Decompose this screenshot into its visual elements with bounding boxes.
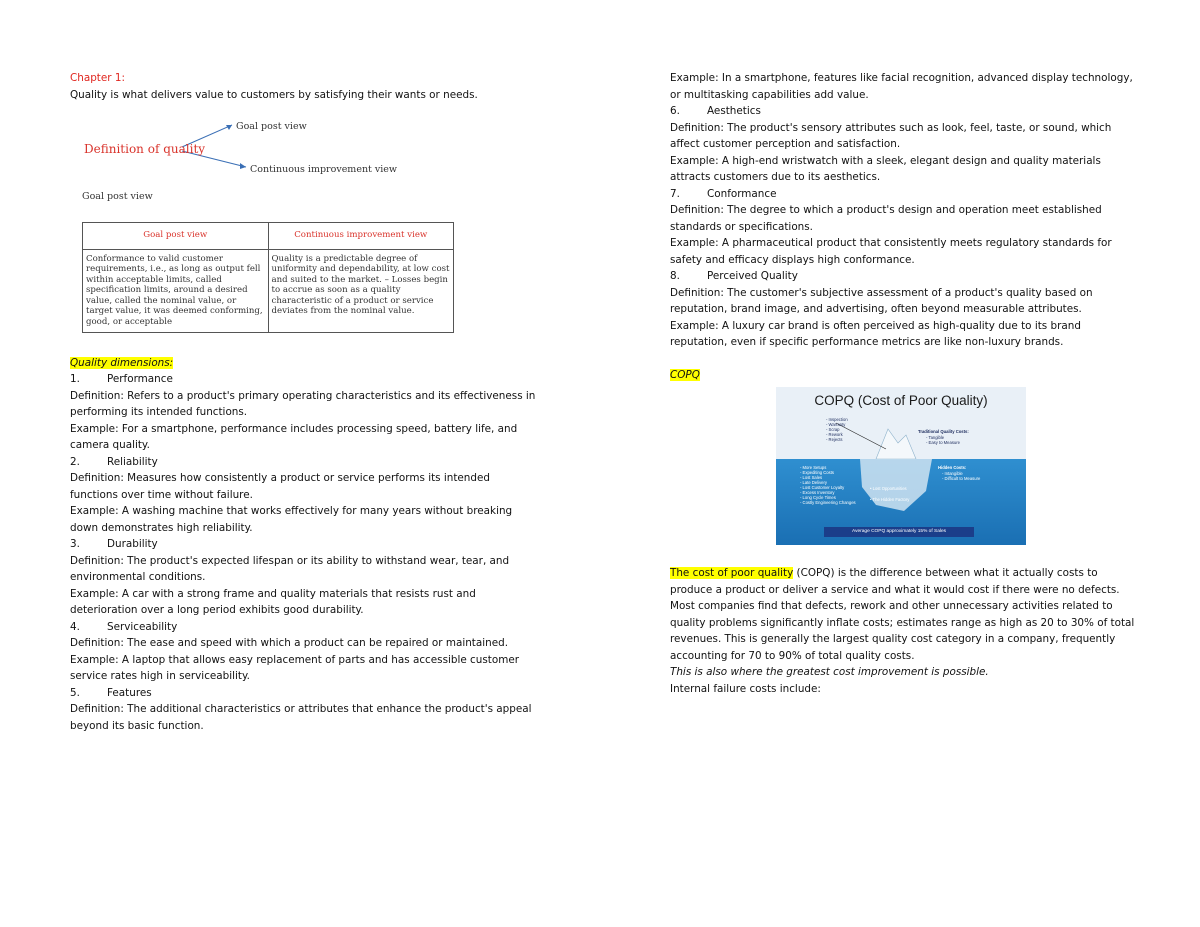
copq-definition: The cost of poor quality (COPQ) is the difference between what it actually costs to produce a product or deliver a service and what it would cost if there were no defects. (670, 567, 1120, 596)
dimension-example: Example: A luxury car brand is often perceived as high-quality due to its brand reputation, even if specific performance metrics are like non-luxury brands. (670, 319, 1081, 348)
dimension-definition: Definition: The customer's subjective assessment of a product's quality based on reputation, brand image, and advertising, often beyond measurable attributes. (670, 286, 1093, 315)
copq-visible-list: - Inspection - Warranty - Scrap - Rework - Rejects (826, 417, 848, 442)
left-column (70, 70, 540, 734)
copq-image-title: COPQ (Cost of Poor Quality) (814, 393, 988, 408)
table-header-continuous: Continuous improvement view (268, 222, 454, 249)
copq-hidden-heading: Hidden Costs: (938, 465, 967, 470)
dimension-title: 1. Performance (70, 373, 173, 386)
dimension-definition: Definition: The product's expected lifespan or its ability to withstand wear, tear, and environmental conditions. (70, 554, 510, 584)
goal-post-label: Goal post view (236, 121, 307, 132)
continuous-improvement-label: Continuous improvement view (250, 164, 398, 175)
table-header-goal: Goal post view (83, 222, 269, 249)
dimension-title: 6. Aesthetics (670, 105, 761, 117)
copq-iceberg-image (776, 387, 1026, 545)
dimension-example: Example: A car with a strong frame and quality materials that resists rust and deterioration over a long period exhibits good durability. (70, 587, 476, 617)
copq-heading: COPQ (670, 368, 700, 381)
dimension-example: Example: For a smartphone, performance includes processing speed, battery life, and camera quality. (70, 422, 518, 452)
copq-average-bar: Average COPQ approximately 15% of Sales (824, 527, 974, 537)
dimension-title: 8. Perceived Quality (670, 270, 798, 282)
copq-traditional-heading: Traditional Quality Costs: (918, 429, 969, 434)
right-column (670, 70, 1140, 697)
dimension-definition: Definition: The degree to which a product's design and operation meet established standards or specifications. (670, 204, 1102, 233)
dimension-definition: Definition: The ease and speed with which a product can be repaired or maintained. (70, 637, 509, 650)
dimension-definition: Definition: Measures how consistently a product or service performs its intended functions over time without failure. (70, 472, 490, 501)
table-cell-goal: Conformance to valid customer requirements, i.e., as long as output fell within acceptable limits, called specification limits, around a desired value, called the nominal value, or target value, it was deemed conforming, good, or acceptable (83, 249, 269, 332)
copq-hidden-list: - More Setups - Expediting Costs - Lost Sales - Late Delivery - Lost Customer Loyalty - Excess Inventory - Long Cycle Times - Costly Engineering Changes (800, 465, 856, 505)
dimension-definition: Definition: The product's sensory attributes such as look, feel, taste, or sound, which affect customer perception and satisfaction. (670, 121, 1112, 150)
copq-hidden-items: - Intangible - Difficult to Measure (942, 471, 981, 481)
dimension-definition: Definition: The additional characteristics or attributes that enhance the product's appeal beyond its basic function. (70, 703, 532, 732)
dimensions-heading: Quality dimensions: (70, 356, 174, 369)
goal-post-caption: Goal post view (82, 191, 153, 202)
copq-traditional-items: - Tangible - Easy to Measure (926, 435, 960, 445)
dimension-title: 5. Features (70, 686, 152, 699)
dimension-example: Example: A laptop that allows easy replacement of parts and has accessible customer service rates high in serviceability. (70, 653, 519, 683)
comparison-table (82, 222, 454, 333)
dimension-example: Example: A pharmaceutical product that consistently meets regulatory standards for safety and efficacy displays high conformance. (670, 237, 1112, 266)
dimension-example: Example: In a smartphone, features like facial recognition, advanced display technology, or multitasking capabilities add value. (670, 72, 1133, 101)
dimension-title: 7. Conformance (670, 187, 777, 200)
dimension-title: 2. Reliability (70, 455, 158, 468)
definition-of-quality-label: Definition of quality (84, 142, 206, 156)
definition-diagram (70, 107, 540, 187)
dimension-example: Example: A high-end wristwatch with a sleek, elegant design and quality materials attracts customers due to its aesthetics. (670, 154, 1101, 183)
dimension-definition: Definition: Refers to a product's primary operating characteristics and its effectiveness in performing its intended functions. (70, 389, 536, 419)
table-cell-continuous: Quality is a predictable degree of uniformity and dependability, at low cost and suited to the market. – Losses begin to accrue as soon as a quality characteristic of a product or service deviates from the nominal value. (268, 249, 454, 332)
copq-hidden-factory: • The Hidden Factory (870, 497, 910, 502)
intro-text: Quality is what delivers value to customers by satisfying their wants or needs. (70, 88, 478, 101)
dimension-title: 3. Durability (70, 538, 158, 551)
copq-italic-note: This is also where the greatest cost improvement is possible. (670, 666, 989, 678)
dimension-example: Example: A washing machine that works effectively for many years without breaking down demonstrates high reliability. (70, 505, 513, 534)
dimension-title: 4. Serviceability (70, 620, 178, 633)
copq-paragraph: Most companies find that defects, rework and other unnecessary activities related to quality problems significantly inflate costs; estimates range as high as 20 to 30% of total revenues. This is generally the largest quality cost category in a company, frequently accounting for 70 to 90% of total quality costs. (670, 600, 1135, 662)
internal-failure-heading: Internal failure costs include: (670, 682, 821, 695)
copq-lost-opportunities: • Lost Opportunities (870, 486, 907, 491)
chapter-heading: Chapter 1: (70, 72, 125, 84)
